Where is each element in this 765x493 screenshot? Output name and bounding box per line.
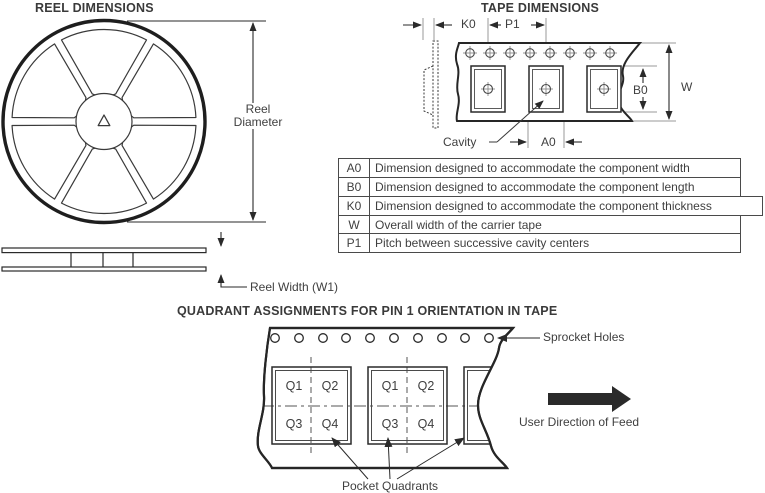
pocket1-q3-label: Q3	[285, 417, 303, 431]
a0-dim-label: A0	[541, 135, 556, 149]
table-cell-code: A0	[339, 159, 370, 177]
tape-diagram	[395, 14, 730, 154]
table-row	[338, 196, 763, 216]
quadrant-tape-body	[258, 328, 513, 468]
table-cell-code: K0	[339, 197, 370, 215]
table-cell-code: P1	[339, 234, 370, 252]
quadrant-title: QUADRANT ASSIGNMENTS FOR PIN 1 ORIENTATION IN TAPE	[177, 304, 558, 318]
cavity-label: Cavity	[443, 135, 477, 149]
table-row	[338, 177, 741, 197]
b0-dim-label: B0	[633, 83, 648, 97]
w-dim-label: W	[681, 80, 693, 94]
tape-cavities	[471, 66, 621, 112]
feed-direction-arrow	[548, 386, 631, 412]
tape-dimensions-title: TAPE DIMENSIONS	[481, 1, 600, 15]
feed-direction-label: User Direction of Feed	[519, 415, 640, 429]
reel-width-label: Reel Width (W1)	[250, 280, 339, 294]
sprocket-holes-label: Sprocket Holes	[543, 330, 625, 344]
reel-dimensions-title: REEL DIMENSIONS	[35, 1, 154, 15]
k0-dim-label: K0	[461, 17, 476, 31]
p1-dim-label: P1	[505, 17, 520, 31]
table-row	[338, 215, 741, 235]
table-cell-code: W	[339, 216, 370, 234]
pocket-quadrants-label: Pocket Quadrants	[341, 479, 439, 493]
table-cell-desc: Dimension designed to accommodate the component length	[375, 180, 695, 194]
table-cell-desc: Overall width of the carrier tape	[375, 218, 542, 232]
table-row	[338, 233, 741, 253]
table-cell-desc: Pitch between successive cavity centers	[375, 236, 590, 250]
reel-side-view	[2, 248, 206, 271]
reel-diagram	[0, 14, 300, 292]
reel-diameter-label: Reel Diameter	[224, 103, 292, 129]
reel-width-arrows	[221, 232, 247, 287]
pocket2-q2-label: Q2	[417, 379, 435, 393]
reel-hub	[76, 94, 132, 150]
pocket1-q2-label: Q2	[321, 379, 339, 393]
pocket2-q1-label: Q1	[381, 379, 399, 393]
pocket1-q4-label: Q4	[321, 417, 339, 431]
table-row	[338, 158, 741, 178]
table-cell-desc: Dimension designed to accommodate the component width	[375, 161, 690, 175]
pocket-side-profile	[424, 41, 438, 128]
pocket2-q3-label: Q3	[381, 417, 399, 431]
table-cell-desc: Dimension designed to accommodate the component thickness	[375, 199, 712, 213]
table-cell-code: B0	[339, 178, 370, 196]
pocket2-q4-label: Q4	[417, 417, 435, 431]
pocket1-q1-label: Q1	[285, 379, 303, 393]
